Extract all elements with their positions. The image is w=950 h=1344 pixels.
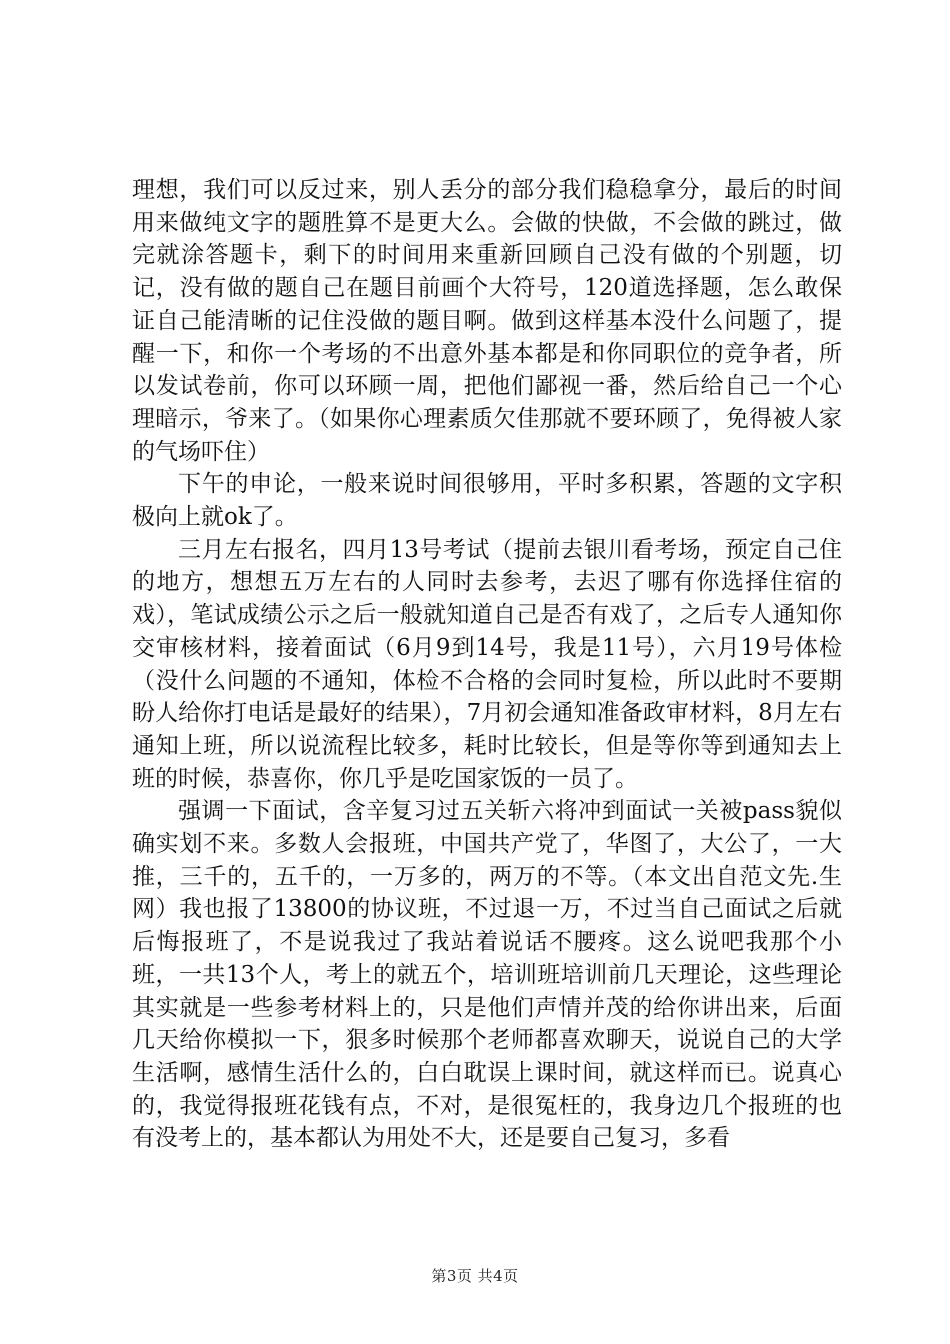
page-number-footer: 第3页 共4页 — [431, 1267, 519, 1285]
document-body — [132, 174, 842, 1155]
paragraph: 三月左右报名，四月13号考试（提前去银川看考场，预定自己住的地方，想想五万左右的人同时去参考，去迟了哪有你选择住宿的戏），笔试成绩公示之后一般就知道自己是否有戏了，之后专人通知你交审核材料，接着面试（6月9到14号，我是11号），六月19号体检（没什么问题的不通知，体检不合格的会同时复检，所以此时不要期盼人给你打电话是最好的结果），7月初会通知准备政审材料，8月左右通知上班，所以说流程比较多，耗时比较长，但是等你等到通知去上班的时候，恭喜你，你几乎是吃国家饭的一员了。 — [132, 536, 842, 792]
paragraph: 理想，我们可以反过来，别人丢分的部分我们稳稳拿分，最后的时间用来做纯文字的题胜算不是更大么。会做的快做，不会做的跳过，做完就涂答题卡，剩下的时间用来重新回顾自己没有做的个别题，切记，没有做的题自己在题目前画个大符号，120道选择题，怎么敢保证自己能清晰的记住没做的题目啊。做到这样基本没什么问题了，提醒一下，和你一个考场的不出意外基本都是和你同职位的竞争者，所以发试卷前，你可以环顾一周，把他们鄙视一番，然后给自己一个心理暗示，爷来了。（如果你心理素质欠佳那就不要环顾了，免得被人家的气场吓住） — [132, 177, 842, 465]
paragraph: 强调一下面试，含辛复习过五关斩六将冲到面试一关被pass貌似确实划不来。多数人会报班，中国共产党了，华图了，大公了，一大推，三千的，五千的，一万多的，两万的不等。（本文出自范文先.生网）我也报了13800的协议班，不过退一万，不过当自己面试之后就后悔报班了，不是说我过了我站着说话不腰疼。这么说吧我那个小班，一共13个人，考上的就五个，培训班培训前几天理论，这些理论其实就是一些参考材料上的，只是他们声情并茂的给你讲出来，后面几天给你模拟一下，狠多时候那个老师都喜欢聊天，说说自己的大学生活啊，感情生活什么的，白白耽误上课时间，就这样而已。说真心的，我觉得报班花钱有点，不对，是很冤枉的，我身边几个报班的也有没考上的，基本都认为用处不大，还是要自己复习，多看 — [132, 798, 842, 1152]
paragraph: 下午的申论，一般来说时间很够用，平时多积累，答题的文字积极向上就ok了。 — [132, 471, 842, 531]
